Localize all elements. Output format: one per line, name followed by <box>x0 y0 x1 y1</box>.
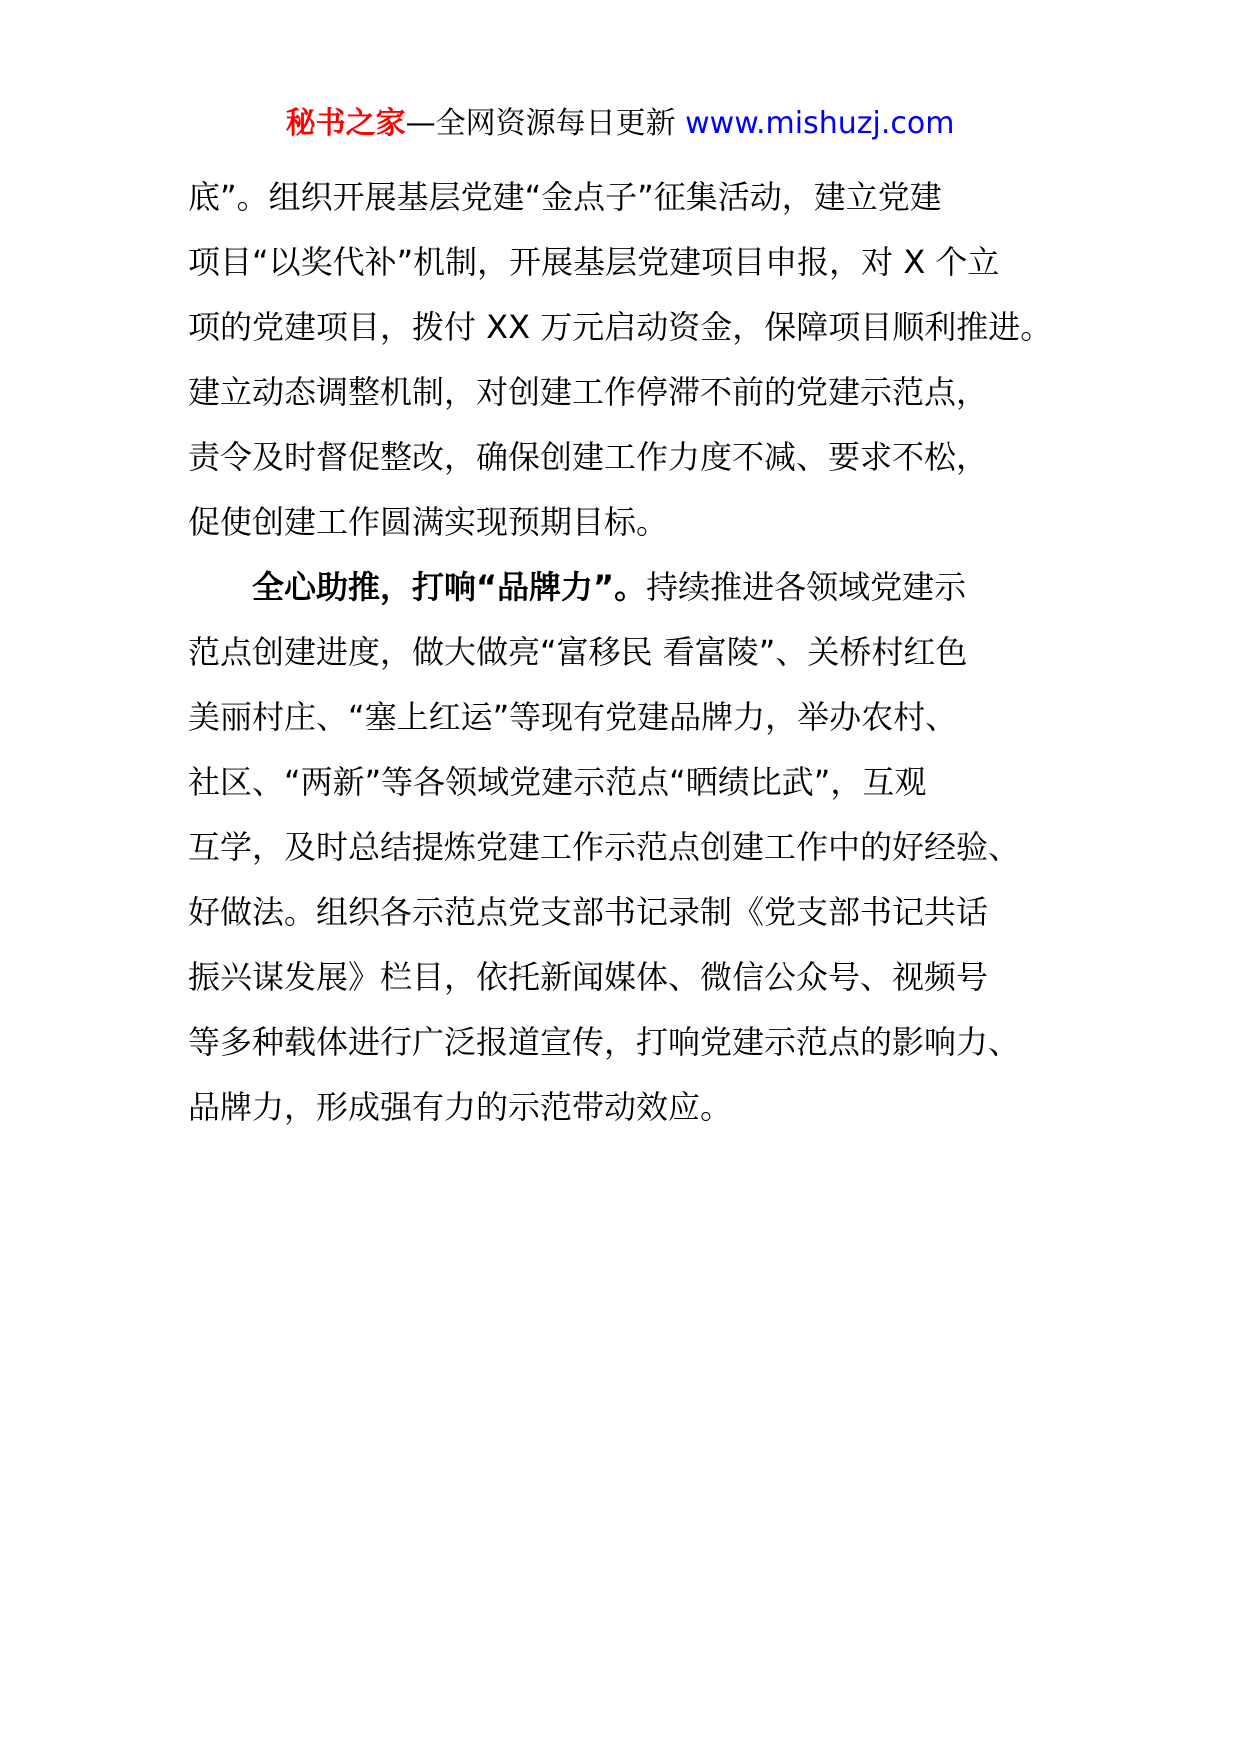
page-header <box>0 104 1240 144</box>
paragraph-2-first-line <box>188 555 1056 620</box>
paragraph-2-line: 好做法。组织各示范点党支部书记录制《党支部书记共话 <box>188 893 989 931</box>
paragraph-2 <box>188 555 1056 1140</box>
paragraph-2-line: 社区、“两新”等各领域党建示范点“晒绩比武”，互观 <box>188 763 927 801</box>
paragraph-1 <box>188 165 1056 555</box>
paragraph-1-line: 建立动态调整机制，对创建工作停滞不前的党建示范点， <box>188 373 989 411</box>
paragraph-2-line: 品牌力，形成强有力的示范带动效应。 <box>188 1088 733 1126</box>
document-body <box>188 165 1056 1140</box>
paragraph-2-first-line-text: 持续推进各领域党建示 <box>646 568 967 606</box>
paragraph-2-line: 范点创建进度，做大做亮“富移民 看富陵”、关桥村红色 <box>188 633 968 671</box>
header-url-link[interactable]: www.mishuzj.com <box>685 106 955 141</box>
paragraph-2-line: 美丽村庄、“塞上红运”等现有党建品牌力，举办农村、 <box>188 698 958 736</box>
paragraph-2-line: 互学，及时总结提炼党建工作示范点创建工作中的好经验、 <box>188 828 1021 866</box>
paragraph-1-line: 项目“以奖代补”机制，开展基层党建项目申报，对 X 个立 <box>188 243 1000 281</box>
header-tagline: —全网资源每日更新 <box>405 106 686 141</box>
paragraph-1-line: 促使创建工作圆满实现预期目标。 <box>188 503 669 541</box>
header-brand: 秘书之家 <box>285 106 406 141</box>
paragraph-2-line: 振兴谋发展》栏目，依托新闻媒体、微信公众号、视频号 <box>188 958 989 996</box>
paragraph-2-line: 等多种载体进行广泛报道宣传，打响党建示范点的影响力、 <box>188 1023 1021 1061</box>
paragraph-2-heading: 全心助推，打响“品牌力”。 <box>252 568 647 606</box>
paragraph-1-line: 项的党建项目，拨付 XX 万元启动资金，保障项目顺利推进。 <box>188 308 1053 346</box>
paragraph-1-line: 责令及时督促整改，确保创建工作力度不减、要求不松， <box>188 438 989 476</box>
paragraph-1-line: 底”。组织开展基层党建“金点子”征集活动，建立党建 <box>188 178 942 216</box>
